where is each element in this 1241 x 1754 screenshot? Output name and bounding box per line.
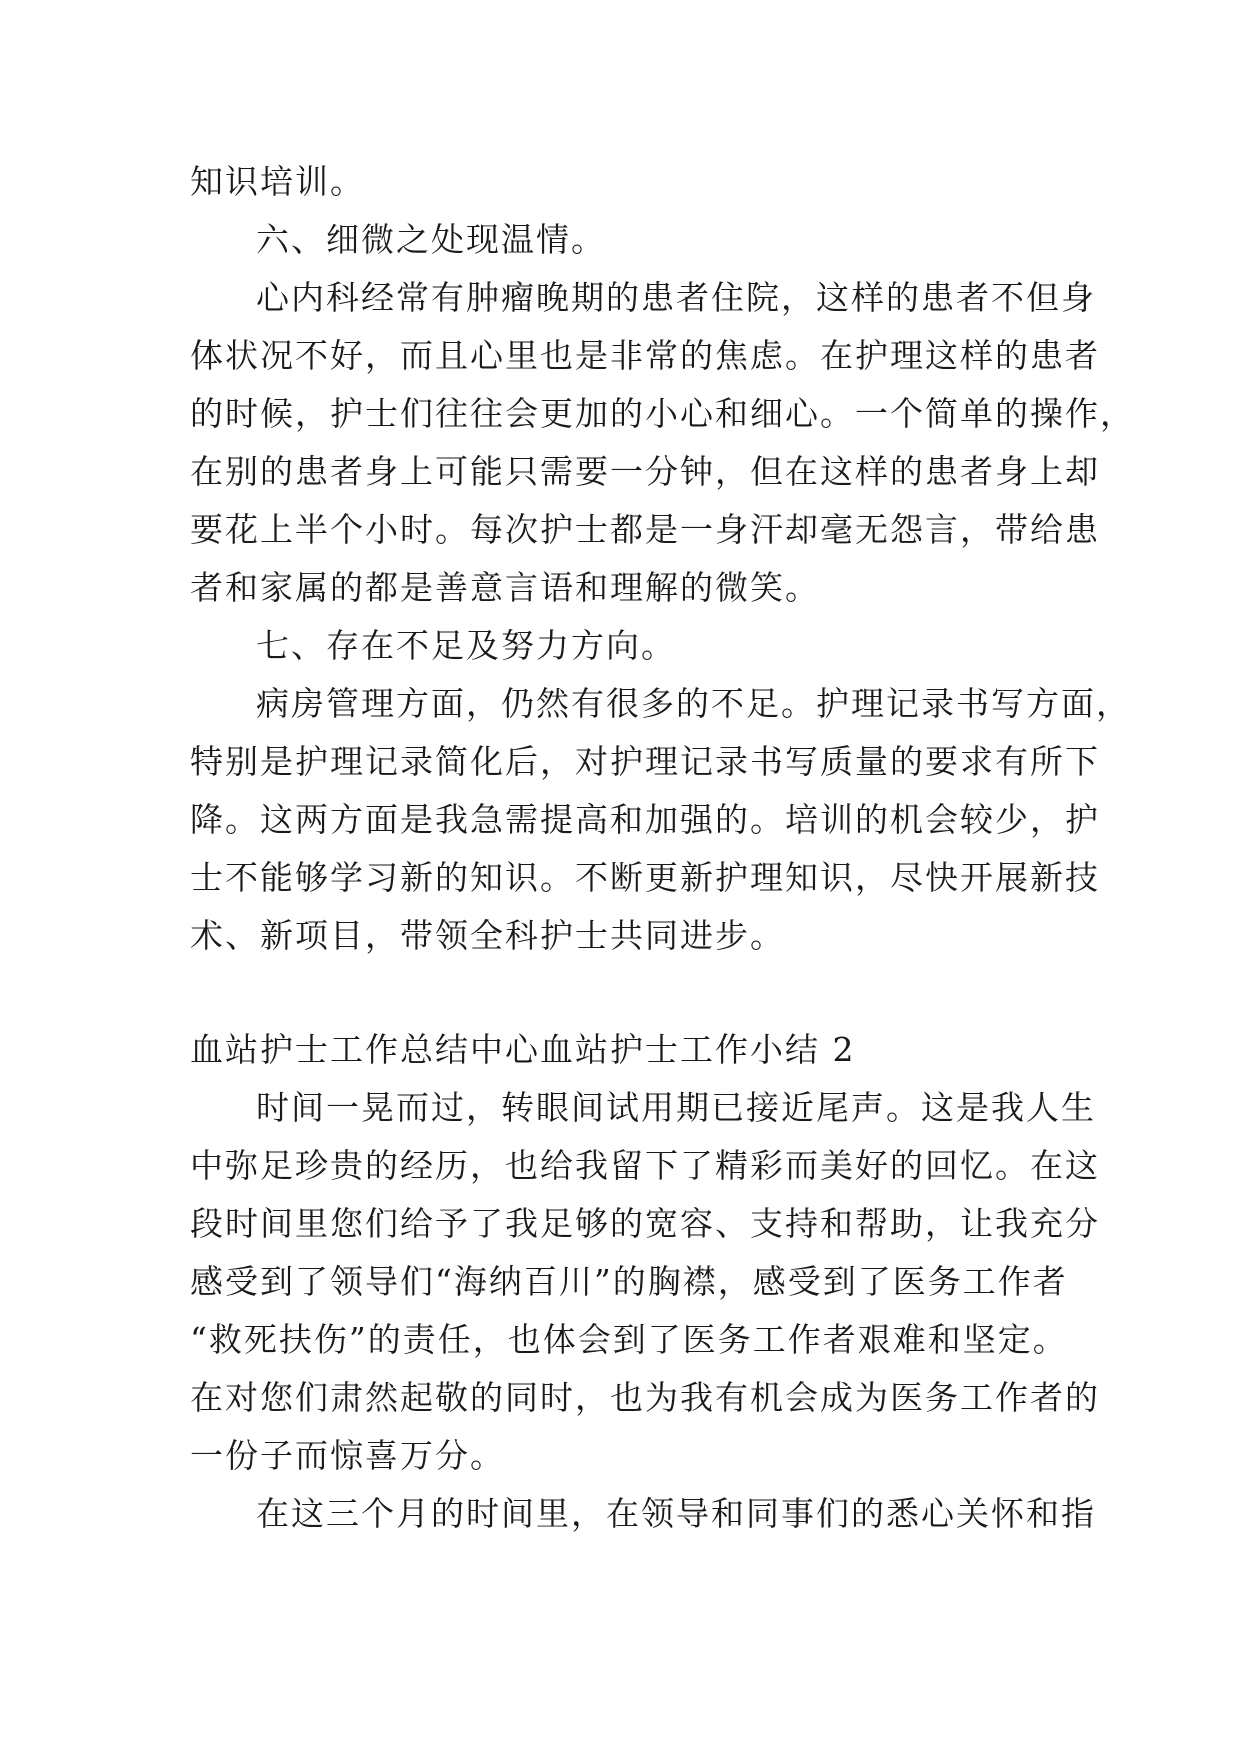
text-line: 降。这两方面是我急需提高和加强的。培训的机会较少，护	[190, 800, 1100, 839]
text-line: 感受到了领导们“海纳百川”的胸襟，感受到了医务工作者	[190, 1262, 1068, 1301]
text-line: 的时候，护士们往往会更加的小心和细心。一个简单的操作，	[190, 394, 1135, 433]
document-title: 血站护士工作总结中心血站护士工作小结 2	[190, 1030, 856, 1069]
text-line: 一份子而惊喜万分。	[190, 1436, 505, 1475]
text-line: 中弥足珍贵的经历，也给我留下了精彩而美好的回忆。在这	[190, 1146, 1100, 1185]
text-line: 病房管理方面，仍然有很多的不足。护理记录书写方面，	[256, 684, 1131, 723]
text-line: 在对您们肃然起敬的同时，也为我有机会成为医务工作者的	[190, 1378, 1100, 1417]
section-heading-6: 六、细微之处现温情。	[256, 220, 606, 259]
text-line: 时间一晃而过，转眼间试用期已接近尾声。这是我人生	[256, 1088, 1096, 1127]
section-heading-7: 七、存在不足及努力方向。	[256, 626, 676, 665]
text-line: 在别的患者身上可能只需要一分钟，但在这样的患者身上却	[190, 452, 1100, 491]
text-line: 段时间里您们给予了我足够的宽容、支持和帮助，让我充分	[190, 1204, 1100, 1243]
text-line: 特别是护理记录简化后，对护理记录书写质量的要求有所下	[190, 742, 1100, 781]
text-line: 在这三个月的时间里，在领导和同事们的悉心关怀和指	[256, 1494, 1096, 1533]
text-line: 者和家属的都是善意言语和理解的微笑。	[190, 568, 820, 607]
text-line: 要花上半个小时。每次护士都是一身汗却毫无怨言，带给患	[190, 510, 1100, 549]
text-line: 体状况不好，而且心里也是非常的焦虑。在护理这样的患者	[190, 336, 1100, 375]
text-line: “救死扶伤”的责任，也体会到了医务工作者艰难和坚定。	[190, 1320, 1068, 1359]
text-line: 士不能够学习新的知识。不断更新护理知识，尽快开展新技	[190, 858, 1100, 897]
text-line: 心内科经常有肿瘤晚期的患者住院，这样的患者不但身	[256, 278, 1096, 317]
text-line: 术、新项目，带领全科护士共同进步。	[190, 916, 785, 955]
text-line: 知识培训。	[190, 162, 365, 201]
